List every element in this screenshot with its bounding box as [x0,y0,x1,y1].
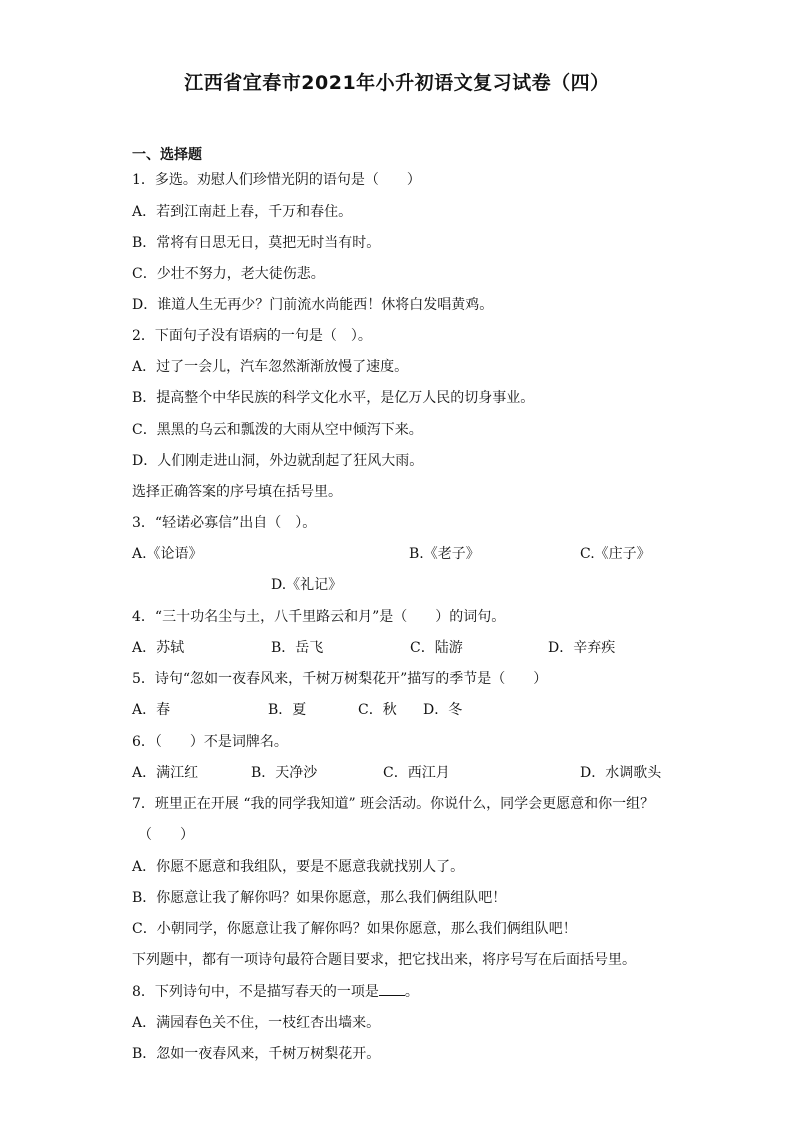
question-4-option-a: A．苏轼 [132,640,185,656]
question-7-stem: 7．班里正在开展 “我的同学我知道” 班会活动。你说什么，同学会更愿意和你一组？ [132,796,655,812]
question-2-option-d: D．人们刚走进山洞，外边就刮起了狂风大雨。 [132,453,424,469]
question-3-option-c: C.《庄子》 [580,546,651,562]
question-6-option-d: D．水调歌头 [580,765,662,781]
question-5-option-a: A．春 [132,702,171,718]
question-5-option-d: D．冬 [423,702,463,718]
question-8-stem-text: 8．下列诗句中，不是描写春天的一项是 [132,984,379,1000]
question-2-option-b: B．提高整个中华民族的科学文化水平，是亿万人民的切身事业。 [132,390,535,406]
question-7-option-a: A．你愿不愿意和我组队，要是不愿意我就找别人了。 [132,859,465,875]
question-3-option-b: B.《老子》 [409,546,480,562]
question-4-option-b: B．岳飞 [271,640,324,656]
question-2-option-c: C．黑黑的乌云和瓢泼的大雨从空中倾泻下来。 [132,422,423,438]
question-7-option-c: C．小朝同学，你愿意让我了解你吗？如果你愿意，那么我们俩组队吧！ [132,921,577,937]
question-1-stem: 1．多选。劝慰人们珍惜光阴的语句是（ ） [132,172,421,188]
instruction-text: 下列题中，都有一项诗句最符合题目要求，把它找出来，将序号写在后面括号里。 [132,952,636,968]
question-1-option-b: B．常将有日思无日，莫把无时当有时。 [132,235,381,251]
question-3-option-a: A.《论语》 [132,546,203,562]
question-5-option-b: B．夏 [268,702,307,718]
question-4-option-d: D．辛弃疾 [548,640,616,656]
page-title: 江西省宜春市2021年小升初语文复习试卷（四） [184,72,610,94]
section-heading: 一、选择题 [132,147,202,163]
question-6-stem: 6．（ ）不是词牌名。 [132,734,288,750]
question-3-option-d: D.《礼记》 [271,577,343,593]
question-8-option-a: A．满园春色关不住，一枝红杏出墙来。 [132,1015,381,1031]
question-2-stem: 2．下面句子没有语病的一句是（ ）。 [132,328,372,344]
question-8-stem [132,982,419,1002]
question-3-stem: 3．“轻诺必寡信”出自（ ）。 [132,515,317,531]
question-1-option-c: C．少壮不努力，老大徒伤悲。 [132,266,325,282]
question-5-stem: 5．诗句“忽如一夜春风来，千树万树梨花开”描写的季节是（ ） [132,671,548,687]
question-6-option-a: A．满江红 [132,765,199,781]
question-7-option-b: B．你愿意让我了解你吗？如果你愿意，那么我们俩组队吧！ [132,890,507,906]
question-8-option-b: B．忽如一夜春风来，千树万树梨花开。 [132,1046,381,1062]
answer-blank [379,983,405,996]
question-7-stem-continued: （ ） [138,827,194,843]
question-8-stem-end: 。 [404,984,419,1000]
instruction-text: 选择正确答案的序号填在括号里。 [132,484,342,500]
question-4-option-c: C．陆游 [410,640,463,656]
question-4-stem: 4．“三十功名尘与土，八千里路云和月”是（ ）的词句。 [132,609,506,625]
question-5-option-c: C．秋 [358,702,397,718]
question-2-option-a: A．过了一会儿，汽车忽然渐渐放慢了速度。 [132,359,409,375]
question-6-option-b: B．天净沙 [251,765,318,781]
question-6-option-c: C．西江月 [383,765,450,781]
question-1-option-a: A．若到江南赶上春，千万和春住。 [132,204,353,220]
question-1-option-d: D．谁道人生无再少？门前流水尚能西！休将白发唱黄鸡。 [132,297,494,313]
